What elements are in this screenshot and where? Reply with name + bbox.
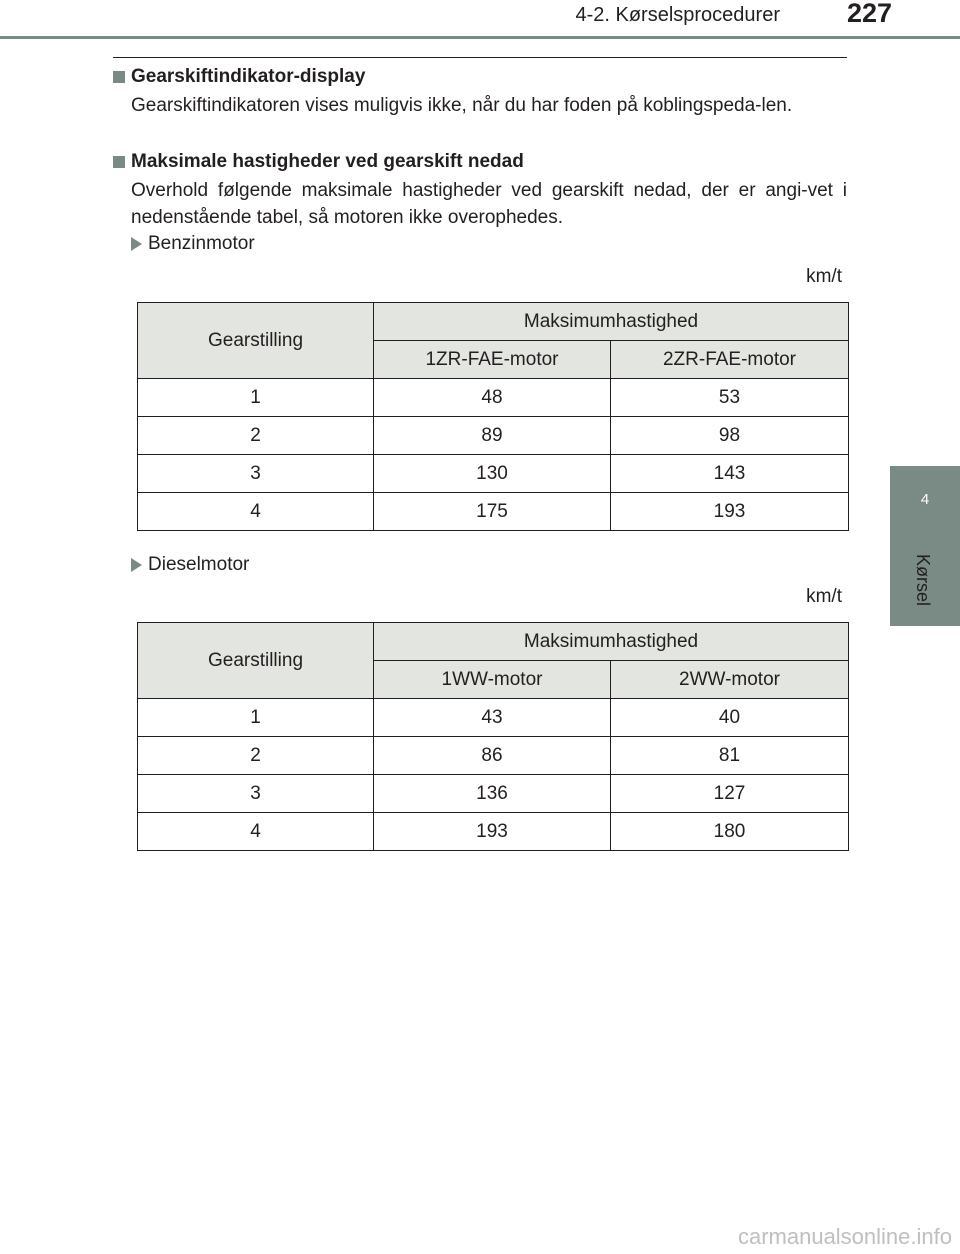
col-header-group: Maksimumhastighed xyxy=(374,623,849,661)
unit-label: km/t xyxy=(806,586,842,607)
unit-label: km/t xyxy=(806,266,842,287)
cell-speed: 40 xyxy=(611,699,849,737)
cell-speed: 98 xyxy=(611,417,849,455)
col-header-gear: Gearstilling xyxy=(138,623,374,699)
table-row xyxy=(138,813,849,851)
cell-gear: 1 xyxy=(138,699,374,737)
cell-speed: 81 xyxy=(611,737,849,775)
table-row xyxy=(138,417,849,455)
cell-speed: 130 xyxy=(374,455,611,493)
subheading-text: Dieselmotor xyxy=(148,554,250,575)
col-header-engine: 1WW-motor xyxy=(374,661,611,699)
cell-speed: 86 xyxy=(374,737,611,775)
section-heading xyxy=(113,151,853,173)
square-bullet-icon xyxy=(113,71,125,83)
section-body: Overhold følgende maksimale hastigheder ved gearskift nedad, der er angi-vet i nedenstående tabel, så motoren ikke overophedes. xyxy=(131,180,847,228)
cell-speed: 43 xyxy=(374,699,611,737)
cell-speed: 143 xyxy=(611,455,849,493)
cell-speed: 193 xyxy=(611,493,849,531)
speed-table-petrol xyxy=(137,302,849,531)
subheading-diesel xyxy=(131,554,249,576)
page-number: 227 xyxy=(846,0,892,28)
cell-gear: 3 xyxy=(138,775,374,813)
cell-speed: 48 xyxy=(374,379,611,417)
content-rule xyxy=(113,57,847,58)
chapter-label: Kørsel xyxy=(913,554,933,607)
cell-speed: 127 xyxy=(611,775,849,813)
section-shift-indicator xyxy=(113,66,853,119)
cell-gear: 4 xyxy=(138,813,374,851)
cell-gear: 2 xyxy=(138,737,374,775)
cell-speed: 175 xyxy=(374,493,611,531)
cell-speed: 89 xyxy=(374,417,611,455)
chapter-label-strip xyxy=(890,554,960,634)
chapter-number: 4 xyxy=(920,491,930,508)
subheading-text: Benzinmotor xyxy=(148,233,255,254)
table-row xyxy=(138,493,849,531)
section-title: 4-2. Kørselsprocedurer xyxy=(575,4,780,26)
cell-speed: 53 xyxy=(611,379,849,417)
subheading-petrol xyxy=(131,233,255,255)
cell-speed: 136 xyxy=(374,775,611,813)
header-rule xyxy=(0,36,960,39)
section-heading xyxy=(113,66,853,88)
col-header-engine: 1ZR-FAE-motor xyxy=(374,341,611,379)
cell-gear: 3 xyxy=(138,455,374,493)
section-heading-text: Gearskiftindikator-display xyxy=(131,66,366,87)
table-row xyxy=(138,455,849,493)
speed-table-diesel xyxy=(137,622,849,851)
table-row xyxy=(138,379,849,417)
cell-speed: 193 xyxy=(374,813,611,851)
table-row xyxy=(138,775,849,813)
section-body: Gearskiftindikatoren vises muligvis ikke, når du har foden på koblingspeda-len. xyxy=(131,95,793,116)
table-row xyxy=(138,737,849,775)
triangle-bullet-icon xyxy=(131,558,142,572)
table-row xyxy=(138,699,849,737)
cell-gear: 4 xyxy=(138,493,374,531)
col-header-group: Maksimumhastighed xyxy=(374,303,849,341)
square-bullet-icon xyxy=(113,156,125,168)
col-header-engine: 2ZR-FAE-motor xyxy=(611,341,849,379)
triangle-bullet-icon xyxy=(131,237,142,251)
cell-gear: 1 xyxy=(138,379,374,417)
page-header xyxy=(0,0,960,40)
section-heading-text: Maksimale hastigheder ved gearskift nedad xyxy=(131,151,524,172)
section-max-speeds xyxy=(113,151,853,231)
cell-gear: 2 xyxy=(138,417,374,455)
col-header-engine: 2WW-motor xyxy=(611,661,849,699)
cell-speed: 180 xyxy=(611,813,849,851)
col-header-gear: Gearstilling xyxy=(138,303,374,379)
watermark: carmanualsonline.info xyxy=(737,1224,952,1249)
